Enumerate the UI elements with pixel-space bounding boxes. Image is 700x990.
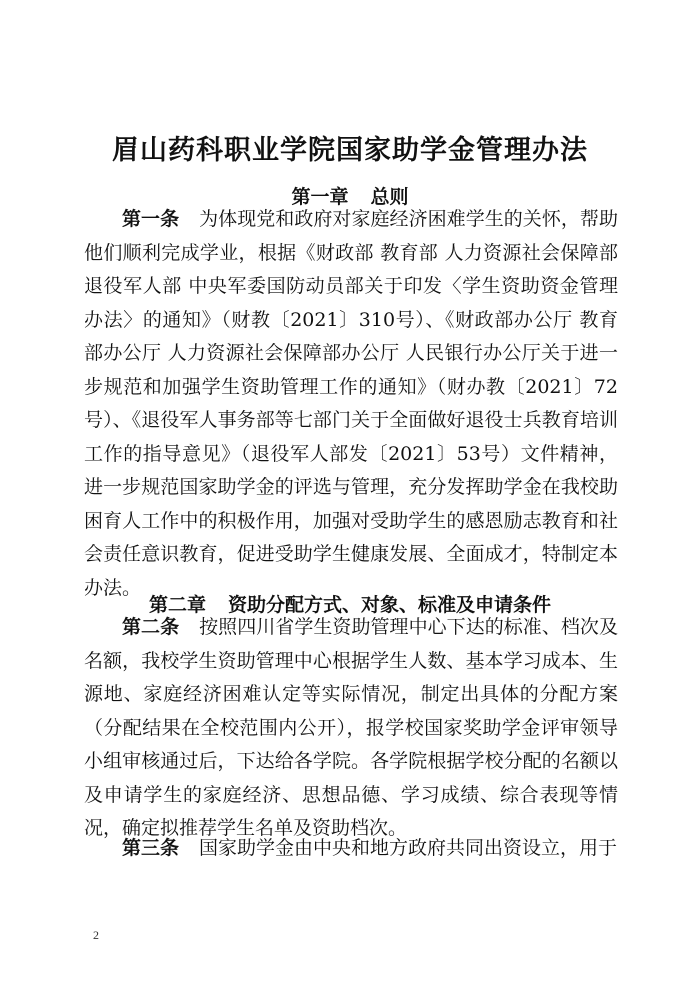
article-1 — [84, 203, 618, 605]
article-1-label: 第一条 — [122, 208, 180, 230]
article-3-text: 国家助学金由中央和地方政府共同出资设立，用于 — [199, 837, 618, 859]
chapter-2-number: 第二章 — [148, 594, 206, 616]
article-2-label: 第二条 — [122, 616, 180, 638]
chapter-1-number: 第一章 — [291, 186, 349, 208]
article-3 — [84, 832, 618, 866]
document-title: 眉山药科职业学院国家助学金管理办法 — [112, 135, 588, 166]
article-3-label: 第三条 — [122, 837, 180, 859]
chapter-2-name: 资助分配方式、对象、标准及申请条件 — [228, 594, 552, 616]
page-number: 2 — [93, 928, 99, 942]
article-2 — [84, 611, 618, 846]
article-2-text: 按照四川省学生资助管理中心下达的标准、档次及名额，我校学生资助管理中心根据学生人数、基本学习成本、生源地、家庭经济困难认定等实际情况，制定出具体的分配方案（分配结果在全校范围内公开），报学校国家奖助学金评审领导小组审核通过后，下达给各学院。各学院根据学校分配的名额以及申请学生的家庭经济、思想品德、学习成绩、综合表现等情况，确定拟推荐学生名单及资助档次。 — [84, 616, 618, 839]
chapter-1-name: 总则 — [370, 186, 409, 208]
article-1-text: 为体现党和政府对家庭经济困难学生的关怀，帮助他们顺利完成学业，根据《财政部 教育部 人力资源社会保障部 退役军人部 中央军委国防动员部关于印发〈学生资助资金管理办法〉的通知》（财教〔2021〕310号）、《财政部办公厅 教育部办公厅 人力资源社会保障部办公厅 人民银行办公厅关于进一步规范和加强学生资助管理工作的通知》（财办教〔2021〕72号）、《退役军人事务部等七部门关于全面做好退役士兵教育培训工作的指导意见》（退役军人部发〔2021〕53号）文件精神，进一步规范国家助学金的评选与管理，充分发挥助学金在我校助困育人工作中的积极作用，加强对受助学生的感恩励志教育和社会责任意识教育，促进受助学生健康发展、全面成才，特制定本办法。 — [84, 208, 618, 599]
